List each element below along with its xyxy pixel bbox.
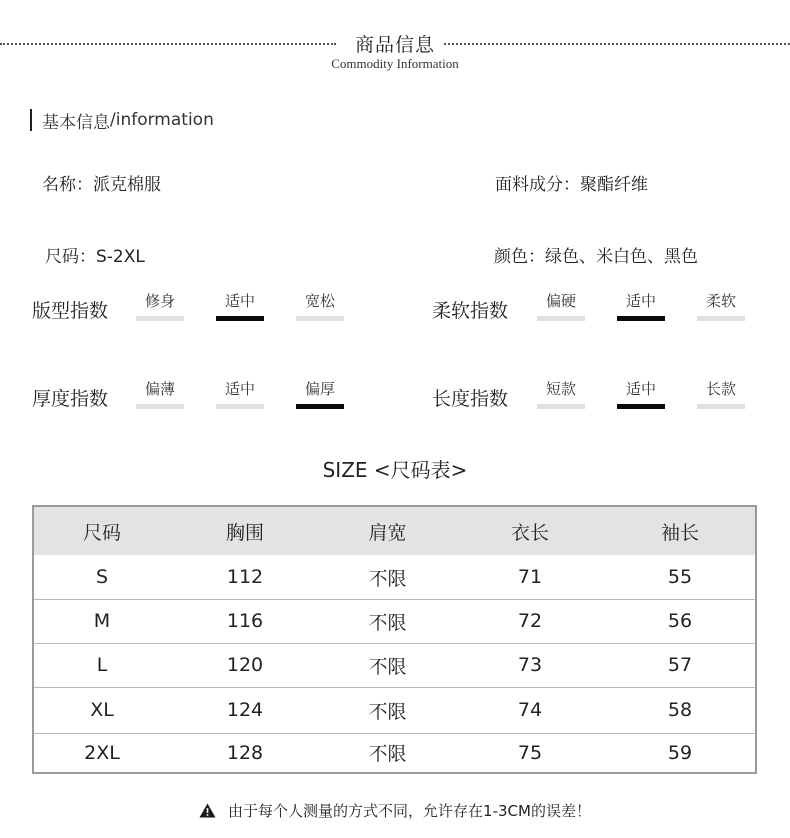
table-cell: 58 <box>667 699 693 721</box>
table-header-row <box>34 507 755 555</box>
table-cell: 56 <box>667 610 693 632</box>
rating-option-text: 宽松 <box>304 292 335 310</box>
rating-option-bar <box>136 316 184 321</box>
table-cell: M <box>93 610 111 632</box>
warning-icon <box>199 803 216 822</box>
rating-option-text: 偏硬 <box>545 292 576 310</box>
measurement-notice <box>0 800 790 822</box>
rating-option <box>617 378 665 409</box>
section-marker <box>30 109 32 131</box>
color-options: 颜色：绿色、米白色、黑色 <box>494 247 698 267</box>
commodity-info-header <box>0 30 790 74</box>
rating-option-text: 偏厚 <box>304 380 335 398</box>
table-cell: 72 <box>517 610 543 632</box>
rating-option-bar <box>537 404 585 409</box>
rating-option-text: 长款 <box>705 380 736 398</box>
table-cell: L <box>96 654 108 676</box>
size-table-title: SIZE <尺码表> <box>322 458 468 482</box>
rating-option <box>537 290 585 321</box>
rating-option-bar <box>617 316 665 321</box>
header-title: 商品信息 <box>354 34 435 56</box>
table-cell: 不限 <box>368 700 407 723</box>
rating-fit <box>32 290 362 330</box>
rating-option-text: 适中 <box>224 380 255 398</box>
rating-option-text: 适中 <box>224 292 255 310</box>
table-cell: 74 <box>517 699 543 721</box>
rating-label: 柔软指数 <box>432 300 509 322</box>
table-row <box>34 555 755 599</box>
table-cell: 112 <box>226 566 264 588</box>
product-name: 名称：派克棉服 <box>42 175 161 195</box>
section-subtitle: /information <box>110 110 214 130</box>
column-header: 尺码 <box>82 521 121 544</box>
rating-option <box>537 378 585 409</box>
table-cell: 2XL <box>84 741 120 764</box>
table-cell: 124 <box>226 699 264 721</box>
rating-softness <box>432 290 762 330</box>
rating-option <box>296 378 344 409</box>
rating-option-bar <box>136 404 184 409</box>
rating-option <box>697 378 745 409</box>
table-cell: 73 <box>517 654 543 676</box>
table-cell: S <box>95 566 109 588</box>
rating-option <box>296 290 344 321</box>
table-cell: 128 <box>226 741 264 764</box>
table-cell: 71 <box>517 566 543 588</box>
table-cell: 不限 <box>368 743 407 765</box>
rating-option <box>216 378 264 409</box>
table-cell: 116 <box>226 610 264 632</box>
header-subtitle: Commodity Information <box>331 56 459 71</box>
basic-info-heading <box>30 108 214 132</box>
rating-option-bar <box>296 404 344 409</box>
table-cell: XL <box>90 699 114 721</box>
table-cell: 59 <box>667 741 693 764</box>
fabric-composition: 面料成分：聚酯纤维 <box>495 175 648 195</box>
column-header: 胸围 <box>225 521 264 544</box>
rating-option-text: 修身 <box>144 292 175 310</box>
rating-option-bar <box>537 316 585 321</box>
table-cell: 120 <box>226 654 264 676</box>
size-table <box>32 505 757 774</box>
rating-option-bar <box>296 316 344 321</box>
rating-option <box>136 378 184 409</box>
rating-option-text: 柔软 <box>705 292 736 310</box>
rating-option <box>216 290 264 321</box>
table-row <box>34 643 755 687</box>
table-cell: 57 <box>667 654 693 676</box>
rating-option-text: 短款 <box>545 380 576 398</box>
rating-option-bar <box>216 404 264 409</box>
column-header: 肩宽 <box>368 521 407 544</box>
table-cell: 不限 <box>368 611 407 634</box>
rating-option-text: 适中 <box>625 380 656 398</box>
rating-label: 长度指数 <box>432 388 509 410</box>
rating-length <box>432 378 762 418</box>
size-range: 尺码：S-2XL <box>45 247 145 267</box>
table-row <box>34 733 755 772</box>
column-header: 衣长 <box>510 521 549 544</box>
rating-option <box>136 290 184 321</box>
notice-text: 由于每个人测量的方式不同，允许存在1-3CM的误差！ <box>228 802 591 820</box>
rating-label: 版型指数 <box>32 300 109 322</box>
rating-option-text: 偏薄 <box>144 380 175 398</box>
section-title: 基本信息 <box>42 112 110 133</box>
rating-option-bar <box>216 316 264 321</box>
rating-option-bar <box>617 404 665 409</box>
column-header: 袖长 <box>660 521 699 544</box>
rating-option-text: 适中 <box>625 292 656 310</box>
rating-thickness <box>32 378 362 418</box>
table-cell: 不限 <box>368 567 407 590</box>
rating-label: 厚度指数 <box>32 388 109 410</box>
table-row <box>34 599 755 643</box>
rating-option <box>617 290 665 321</box>
rating-option <box>697 290 745 321</box>
table-cell: 75 <box>517 741 543 764</box>
rating-option-bar <box>697 404 745 409</box>
rating-option-bar <box>697 316 745 321</box>
table-row <box>34 687 755 733</box>
table-cell: 不限 <box>368 655 407 678</box>
table-cell: 55 <box>667 566 693 588</box>
